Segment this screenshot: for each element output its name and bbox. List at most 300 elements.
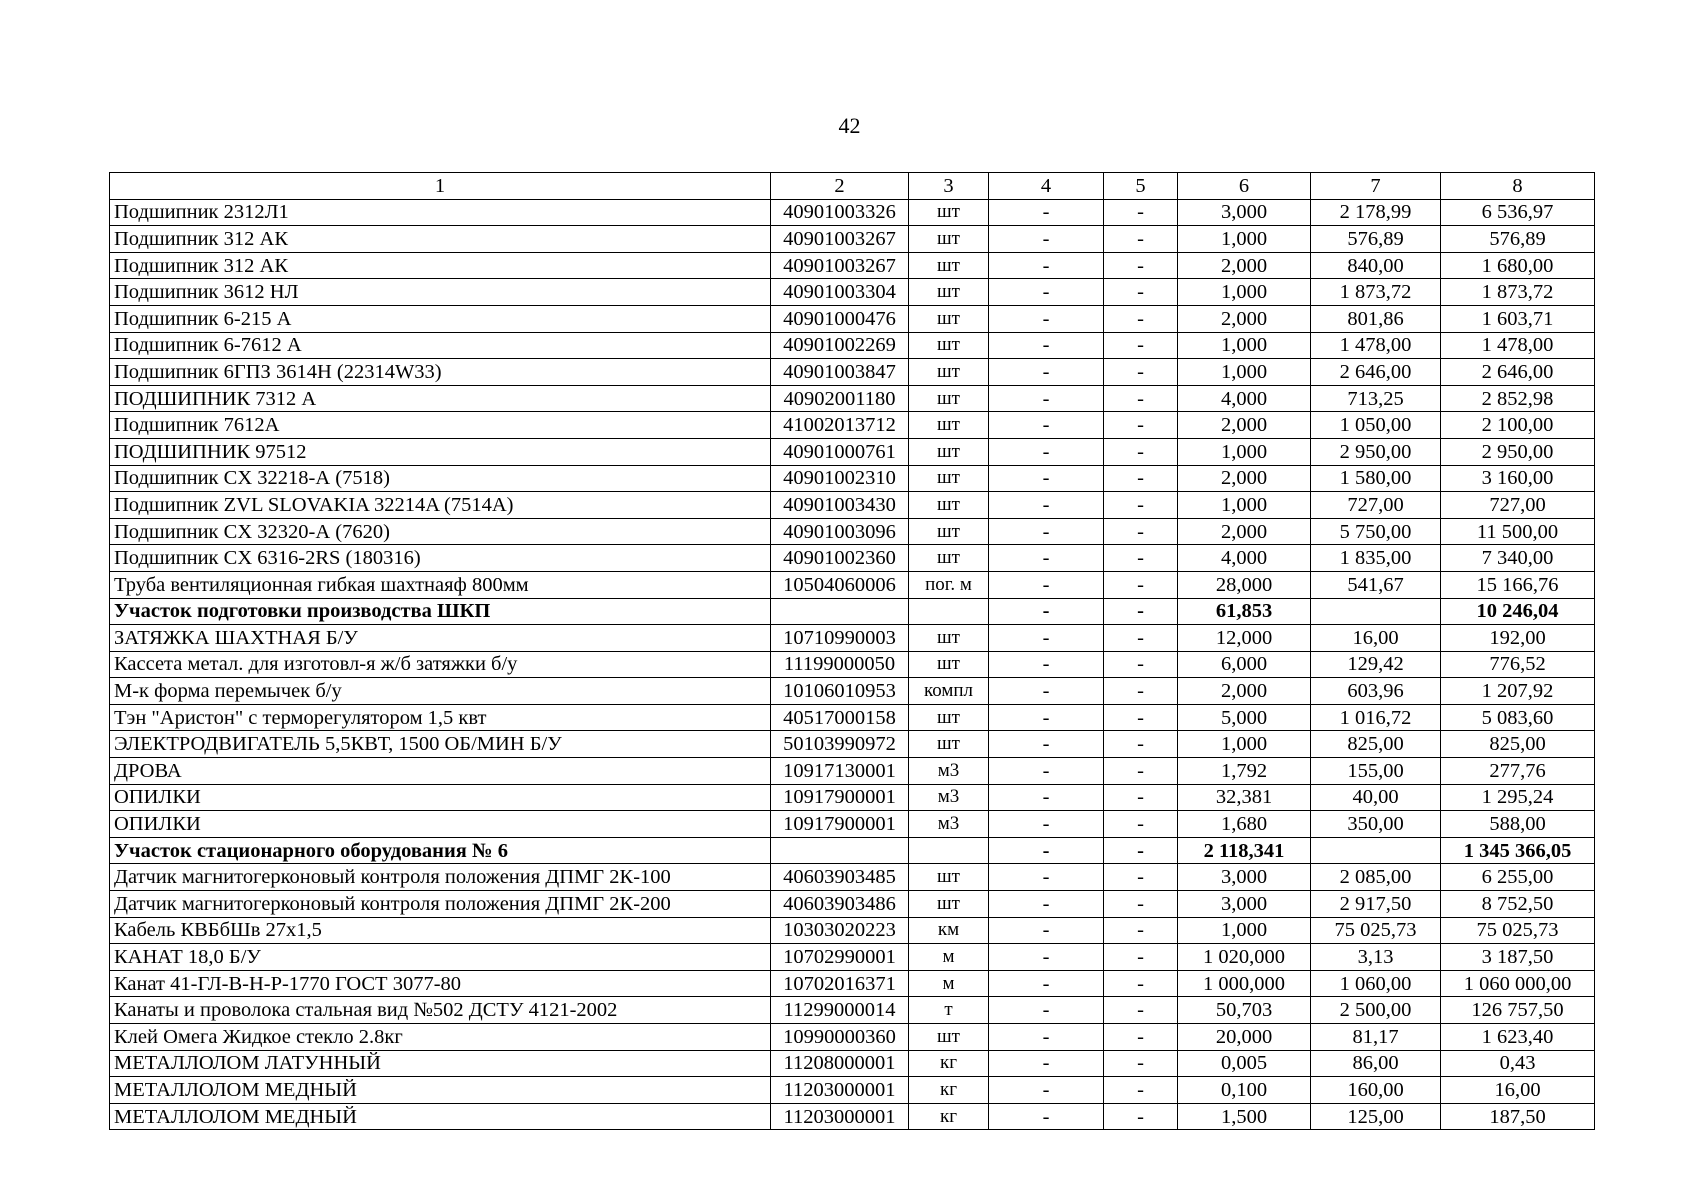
item-name-cell: МЕТАЛЛОЛОМ ЛАТУННЫЙ xyxy=(110,1050,771,1077)
col4-cell: - xyxy=(989,811,1104,838)
table-row xyxy=(110,279,1595,306)
header-col-8: 8 xyxy=(1441,173,1595,200)
quantity-cell: 2 118,341 xyxy=(1178,837,1311,864)
item-code-cell: 40901003304 xyxy=(771,279,909,306)
col4-cell: - xyxy=(989,731,1104,758)
amount-cell: 277,76 xyxy=(1441,758,1595,785)
item-name-cell: ЗАТЯЖКА ШАХТНАЯ Б/У xyxy=(110,625,771,652)
amount-cell: 1 623,40 xyxy=(1441,1024,1595,1051)
item-code-cell: 11208000001 xyxy=(771,1050,909,1077)
quantity-cell: 1,000 xyxy=(1178,492,1311,519)
table-row xyxy=(110,651,1595,678)
item-name-cell: Подшипник 3612 НЛ xyxy=(110,279,771,306)
item-name-cell: ОПИЛКИ xyxy=(110,811,771,838)
item-code-cell: 40901002360 xyxy=(771,545,909,572)
table-row xyxy=(110,571,1595,598)
item-name-cell: Подшипник 312 АК xyxy=(110,226,771,253)
item-name-cell: Датчик магнитогерконовый контроля положения ДПМГ 2К-100 xyxy=(110,864,771,891)
item-code-cell: 10702990001 xyxy=(771,944,909,971)
col4-cell: - xyxy=(989,1050,1104,1077)
item-code-cell: 10504060006 xyxy=(771,571,909,598)
item-name-cell: Участок подготовки производства ШКП xyxy=(110,598,771,625)
table-row xyxy=(110,199,1595,226)
item-name-cell: Тэн "Аристон" с терморегулятором 1,5 квт xyxy=(110,704,771,731)
quantity-cell: 12,000 xyxy=(1178,625,1311,652)
price-cell: 1 050,00 xyxy=(1311,412,1441,439)
unit-cell: шт xyxy=(909,332,989,359)
unit-cell: шт xyxy=(909,199,989,226)
col4-cell: - xyxy=(989,758,1104,785)
item-code-cell: 40901003267 xyxy=(771,252,909,279)
item-name-cell: ПОДШИПНИК 97512 xyxy=(110,438,771,465)
quantity-cell: 0,100 xyxy=(1178,1077,1311,1104)
item-code-cell: 11203000001 xyxy=(771,1103,909,1130)
quantity-cell: 2,000 xyxy=(1178,252,1311,279)
quantity-cell: 1 000,000 xyxy=(1178,970,1311,997)
table-row xyxy=(110,997,1595,1024)
col4-cell: - xyxy=(989,625,1104,652)
quantity-cell: 3,000 xyxy=(1178,891,1311,918)
unit-cell: шт xyxy=(909,891,989,918)
price-cell: 1 835,00 xyxy=(1311,545,1441,572)
col4-cell: - xyxy=(989,837,1104,864)
unit-cell: м xyxy=(909,944,989,971)
amount-cell: 727,00 xyxy=(1441,492,1595,519)
table-row xyxy=(110,758,1595,785)
col4-cell: - xyxy=(989,970,1104,997)
section-row xyxy=(110,837,1595,864)
quantity-cell: 4,000 xyxy=(1178,385,1311,412)
price-cell: 125,00 xyxy=(1311,1103,1441,1130)
amount-cell: 776,52 xyxy=(1441,651,1595,678)
amount-cell: 16,00 xyxy=(1441,1077,1595,1104)
col5-cell: - xyxy=(1104,837,1178,864)
amount-cell: 2 852,98 xyxy=(1441,385,1595,412)
col5-cell: - xyxy=(1104,944,1178,971)
price-cell: 155,00 xyxy=(1311,758,1441,785)
price-cell: 5 750,00 xyxy=(1311,518,1441,545)
col5-cell: - xyxy=(1104,891,1178,918)
inventory-table xyxy=(109,172,1595,1130)
item-code-cell: 11299000014 xyxy=(771,997,909,1024)
item-name-cell: КАНАТ 18,0 Б/У xyxy=(110,944,771,971)
amount-cell: 1 478,00 xyxy=(1441,332,1595,359)
col5-cell: - xyxy=(1104,864,1178,891)
quantity-cell: 1,000 xyxy=(1178,438,1311,465)
item-code-cell: 10106010953 xyxy=(771,678,909,705)
price-cell: 2 500,00 xyxy=(1311,997,1441,1024)
amount-cell: 75 025,73 xyxy=(1441,917,1595,944)
price-cell: 40,00 xyxy=(1311,784,1441,811)
quantity-cell: 6,000 xyxy=(1178,651,1311,678)
unit-cell: м3 xyxy=(909,784,989,811)
table-row xyxy=(110,944,1595,971)
item-name-cell: Подшипник 2312Л1 xyxy=(110,199,771,226)
section-row xyxy=(110,598,1595,625)
quantity-cell: 3,000 xyxy=(1178,864,1311,891)
item-code-cell: 40603903486 xyxy=(771,891,909,918)
header-col-6: 6 xyxy=(1178,173,1311,200)
table-row xyxy=(110,1050,1595,1077)
header-col-3: 3 xyxy=(909,173,989,200)
item-code-cell: 40901003267 xyxy=(771,226,909,253)
unit-cell: м3 xyxy=(909,811,989,838)
table-row xyxy=(110,438,1595,465)
unit-cell: шт xyxy=(909,438,989,465)
item-name-cell: Канаты и проволока стальная вид №502 ДСТУ 4121-2002 xyxy=(110,997,771,1024)
table-row xyxy=(110,518,1595,545)
col5-cell: - xyxy=(1104,226,1178,253)
amount-cell: 11 500,00 xyxy=(1441,518,1595,545)
col4-cell: - xyxy=(989,784,1104,811)
quantity-cell: 1,000 xyxy=(1178,279,1311,306)
col5-cell: - xyxy=(1104,1103,1178,1130)
item-name-cell: Подшипник 6-7612 А xyxy=(110,332,771,359)
item-code-cell: 40901002269 xyxy=(771,332,909,359)
amount-cell: 1 680,00 xyxy=(1441,252,1595,279)
unit-cell: шт xyxy=(909,704,989,731)
quantity-cell: 20,000 xyxy=(1178,1024,1311,1051)
quantity-cell: 2,000 xyxy=(1178,305,1311,332)
col5-cell: - xyxy=(1104,545,1178,572)
item-code-cell: 40901002310 xyxy=(771,465,909,492)
item-name-cell: Клей Омега Жидкое стекло 2.8кг xyxy=(110,1024,771,1051)
quantity-cell: 1,680 xyxy=(1178,811,1311,838)
col4-cell: - xyxy=(989,252,1104,279)
unit-cell: шт xyxy=(909,359,989,386)
price-cell xyxy=(1311,598,1441,625)
quantity-cell: 1,000 xyxy=(1178,332,1311,359)
col4-cell: - xyxy=(989,598,1104,625)
item-code-cell: 40901003326 xyxy=(771,199,909,226)
table-body xyxy=(110,199,1595,1130)
col5-cell: - xyxy=(1104,731,1178,758)
item-name-cell: ПОДШИПНИК 7312 А xyxy=(110,385,771,412)
unit-cell: пог. м xyxy=(909,571,989,598)
col5-cell: - xyxy=(1104,758,1178,785)
col4-cell: - xyxy=(989,359,1104,386)
unit-cell: шт xyxy=(909,279,989,306)
col4-cell: - xyxy=(989,704,1104,731)
col5-cell: - xyxy=(1104,571,1178,598)
amount-cell: 588,00 xyxy=(1441,811,1595,838)
quantity-cell: 5,000 xyxy=(1178,704,1311,731)
table-row xyxy=(110,784,1595,811)
page-number xyxy=(0,113,1697,139)
price-cell: 129,42 xyxy=(1311,651,1441,678)
item-name-cell: Кабель КВБбШв 27х1,5 xyxy=(110,917,771,944)
item-code-cell xyxy=(771,837,909,864)
price-cell: 2 950,00 xyxy=(1311,438,1441,465)
unit-cell: шт xyxy=(909,651,989,678)
col5-cell: - xyxy=(1104,625,1178,652)
table-row xyxy=(110,385,1595,412)
price-cell: 727,00 xyxy=(1311,492,1441,519)
col5-cell: - xyxy=(1104,279,1178,306)
price-cell: 3,13 xyxy=(1311,944,1441,971)
price-cell: 16,00 xyxy=(1311,625,1441,652)
price-cell: 2 178,99 xyxy=(1311,199,1441,226)
col4-cell: - xyxy=(989,651,1104,678)
col4-cell: - xyxy=(989,545,1104,572)
item-code-cell: 40603903485 xyxy=(771,864,909,891)
unit-cell: шт xyxy=(909,226,989,253)
amount-cell: 576,89 xyxy=(1441,226,1595,253)
table-row xyxy=(110,492,1595,519)
unit-cell: шт xyxy=(909,625,989,652)
amount-cell: 1 207,92 xyxy=(1441,678,1595,705)
unit-cell: шт xyxy=(909,385,989,412)
item-code-cell: 10917130001 xyxy=(771,758,909,785)
quantity-cell: 50,703 xyxy=(1178,997,1311,1024)
table-row xyxy=(110,1077,1595,1104)
amount-cell: 6 536,97 xyxy=(1441,199,1595,226)
item-name-cell: Подшипник CX 6316-2RS (180316) xyxy=(110,545,771,572)
col5-cell: - xyxy=(1104,1077,1178,1104)
amount-cell: 3 160,00 xyxy=(1441,465,1595,492)
amount-cell: 2 950,00 xyxy=(1441,438,1595,465)
table-row xyxy=(110,545,1595,572)
quantity-cell: 1 020,000 xyxy=(1178,944,1311,971)
item-name-cell: Подшипник ZVL SLOVAKIA 32214A (7514A) xyxy=(110,492,771,519)
item-code-cell: 11199000050 xyxy=(771,651,909,678)
unit-cell: м xyxy=(909,970,989,997)
col5-cell: - xyxy=(1104,970,1178,997)
item-code-cell: 40517000158 xyxy=(771,704,909,731)
amount-cell: 192,00 xyxy=(1441,625,1595,652)
unit-cell: км xyxy=(909,917,989,944)
unit-cell: шт xyxy=(909,518,989,545)
col5-cell: - xyxy=(1104,199,1178,226)
table-row xyxy=(110,917,1595,944)
amount-cell: 3 187,50 xyxy=(1441,944,1595,971)
price-cell: 541,67 xyxy=(1311,571,1441,598)
header-row xyxy=(110,173,1595,200)
item-name-cell: Подшипник 6-215 А xyxy=(110,305,771,332)
col5-cell: - xyxy=(1104,704,1178,731)
price-cell: 801,86 xyxy=(1311,305,1441,332)
table-row xyxy=(110,1103,1595,1130)
table-row xyxy=(110,465,1595,492)
quantity-cell: 2,000 xyxy=(1178,465,1311,492)
unit-cell: шт xyxy=(909,1024,989,1051)
unit-cell: шт xyxy=(909,305,989,332)
col4-cell: - xyxy=(989,917,1104,944)
unit-cell: кг xyxy=(909,1077,989,1104)
col5-cell: - xyxy=(1104,359,1178,386)
amount-cell: 0,43 xyxy=(1441,1050,1595,1077)
col4-cell: - xyxy=(989,199,1104,226)
col5-cell: - xyxy=(1104,305,1178,332)
item-code-cell: 40901003096 xyxy=(771,518,909,545)
quantity-cell: 3,000 xyxy=(1178,199,1311,226)
item-code-cell: 10710990003 xyxy=(771,625,909,652)
unit-cell: шт xyxy=(909,545,989,572)
item-name-cell: Кассета метал. для изготовл-я ж/б затяжки б/у xyxy=(110,651,771,678)
unit-cell: т xyxy=(909,997,989,1024)
col4-cell: - xyxy=(989,864,1104,891)
price-cell: 1 873,72 xyxy=(1311,279,1441,306)
col4-cell: - xyxy=(989,1077,1104,1104)
item-name-cell: Подшипник 7612А xyxy=(110,412,771,439)
col5-cell: - xyxy=(1104,412,1178,439)
price-cell: 713,25 xyxy=(1311,385,1441,412)
col4-cell: - xyxy=(989,492,1104,519)
unit-cell: шт xyxy=(909,731,989,758)
table-row xyxy=(110,891,1595,918)
header-col-7: 7 xyxy=(1311,173,1441,200)
item-code-cell: 50103990972 xyxy=(771,731,909,758)
col5-cell: - xyxy=(1104,1024,1178,1051)
amount-cell: 187,50 xyxy=(1441,1103,1595,1130)
amount-cell: 15 166,76 xyxy=(1441,571,1595,598)
col4-cell: - xyxy=(989,997,1104,1024)
table-row xyxy=(110,412,1595,439)
quantity-cell: 1,792 xyxy=(1178,758,1311,785)
item-code-cell: 10303020223 xyxy=(771,917,909,944)
col5-cell: - xyxy=(1104,385,1178,412)
item-name-cell: Подшипник 312 АК xyxy=(110,252,771,279)
table-row xyxy=(110,970,1595,997)
col5-cell: - xyxy=(1104,917,1178,944)
header-col-4: 4 xyxy=(989,173,1104,200)
col4-cell: - xyxy=(989,332,1104,359)
amount-cell: 5 083,60 xyxy=(1441,704,1595,731)
item-code-cell: 40901000761 xyxy=(771,438,909,465)
price-cell: 2 917,50 xyxy=(1311,891,1441,918)
item-name-cell: МЕТАЛЛОЛОМ МЕДНЫЙ xyxy=(110,1077,771,1104)
item-name-cell: ОПИЛКИ xyxy=(110,784,771,811)
item-code-cell: 40901000476 xyxy=(771,305,909,332)
table-row xyxy=(110,332,1595,359)
price-cell: 350,00 xyxy=(1311,811,1441,838)
amount-cell: 1 295,24 xyxy=(1441,784,1595,811)
page-number-text: 42 xyxy=(838,113,861,138)
unit-cell: шт xyxy=(909,252,989,279)
item-name-cell: ЭЛЕКТРОДВИГАТЕЛЬ 5,5КВТ, 1500 ОБ/МИН Б/У xyxy=(110,731,771,758)
amount-cell: 1 603,71 xyxy=(1441,305,1595,332)
item-code-cell: 10917900001 xyxy=(771,784,909,811)
price-cell: 160,00 xyxy=(1311,1077,1441,1104)
col5-cell: - xyxy=(1104,651,1178,678)
price-cell: 840,00 xyxy=(1311,252,1441,279)
quantity-cell: 2,000 xyxy=(1178,518,1311,545)
col5-cell: - xyxy=(1104,438,1178,465)
unit-cell: шт xyxy=(909,465,989,492)
price-cell: 603,96 xyxy=(1311,678,1441,705)
table-row xyxy=(110,731,1595,758)
unit-cell: кг xyxy=(909,1050,989,1077)
col4-cell: - xyxy=(989,571,1104,598)
quantity-cell: 2,000 xyxy=(1178,678,1311,705)
item-code-cell: 11203000001 xyxy=(771,1077,909,1104)
price-cell: 825,00 xyxy=(1311,731,1441,758)
col4-cell: - xyxy=(989,678,1104,705)
quantity-cell: 1,000 xyxy=(1178,359,1311,386)
item-name-cell: Датчик магнитогерконовый контроля положения ДПМГ 2К-200 xyxy=(110,891,771,918)
item-code-cell: 40901003430 xyxy=(771,492,909,519)
unit-cell: шт xyxy=(909,412,989,439)
col4-cell: - xyxy=(989,412,1104,439)
col5-cell: - xyxy=(1104,492,1178,519)
quantity-cell: 1,500 xyxy=(1178,1103,1311,1130)
unit-cell: шт xyxy=(909,492,989,519)
quantity-cell: 1,000 xyxy=(1178,731,1311,758)
item-name-cell: Подшипник CX 32218-А (7518) xyxy=(110,465,771,492)
col5-cell: - xyxy=(1104,678,1178,705)
col4-cell: - xyxy=(989,1024,1104,1051)
col4-cell: - xyxy=(989,226,1104,253)
table-row xyxy=(110,625,1595,652)
price-cell: 1 016,72 xyxy=(1311,704,1441,731)
col5-cell: - xyxy=(1104,465,1178,492)
header-col-1: 1 xyxy=(110,173,771,200)
table-row xyxy=(110,864,1595,891)
col4-cell: - xyxy=(989,518,1104,545)
amount-cell: 1 060 000,00 xyxy=(1441,970,1595,997)
amount-cell: 825,00 xyxy=(1441,731,1595,758)
col5-cell: - xyxy=(1104,332,1178,359)
table-row xyxy=(110,811,1595,838)
price-cell: 2 646,00 xyxy=(1311,359,1441,386)
item-name-cell: Труба вентиляционная гибкая шахтнаяф 800мм xyxy=(110,571,771,598)
col4-cell: - xyxy=(989,944,1104,971)
price-cell: 81,17 xyxy=(1311,1024,1441,1051)
item-code-cell: 10990000360 xyxy=(771,1024,909,1051)
col4-cell: - xyxy=(989,891,1104,918)
item-code-cell xyxy=(771,598,909,625)
amount-cell: 2 646,00 xyxy=(1441,359,1595,386)
price-cell: 576,89 xyxy=(1311,226,1441,253)
quantity-cell: 4,000 xyxy=(1178,545,1311,572)
item-name-cell: ДРОВА xyxy=(110,758,771,785)
price-cell: 86,00 xyxy=(1311,1050,1441,1077)
quantity-cell: 1,000 xyxy=(1178,226,1311,253)
col5-cell: - xyxy=(1104,811,1178,838)
amount-cell: 8 752,50 xyxy=(1441,891,1595,918)
table-row xyxy=(110,252,1595,279)
table-row xyxy=(110,678,1595,705)
header-col-5: 5 xyxy=(1104,173,1178,200)
amount-cell: 6 255,00 xyxy=(1441,864,1595,891)
unit-cell: м3 xyxy=(909,758,989,785)
price-cell: 1 580,00 xyxy=(1311,465,1441,492)
table-row xyxy=(110,226,1595,253)
col5-cell: - xyxy=(1104,784,1178,811)
table-row xyxy=(110,1024,1595,1051)
col4-cell: - xyxy=(989,305,1104,332)
col5-cell: - xyxy=(1104,598,1178,625)
col4-cell: - xyxy=(989,438,1104,465)
amount-cell: 10 246,04 xyxy=(1441,598,1595,625)
quantity-cell: 2,000 xyxy=(1178,412,1311,439)
unit-cell: шт xyxy=(909,864,989,891)
table-row xyxy=(110,359,1595,386)
item-name-cell: Канат 41-ГЛ-В-Н-Р-1770 ГОСТ 3077-80 xyxy=(110,970,771,997)
col5-cell: - xyxy=(1104,997,1178,1024)
col5-cell: - xyxy=(1104,518,1178,545)
amount-cell: 2 100,00 xyxy=(1441,412,1595,439)
item-name-cell: Подшипник 6ГПЗ 3614Н (22314W33) xyxy=(110,359,771,386)
col4-cell: - xyxy=(989,465,1104,492)
quantity-cell: 1,000 xyxy=(1178,917,1311,944)
item-code-cell: 10917900001 xyxy=(771,811,909,838)
quantity-cell: 61,853 xyxy=(1178,598,1311,625)
price-cell xyxy=(1311,837,1441,864)
col5-cell: - xyxy=(1104,252,1178,279)
amount-cell: 1 345 366,05 xyxy=(1441,837,1595,864)
col4-cell: - xyxy=(989,385,1104,412)
